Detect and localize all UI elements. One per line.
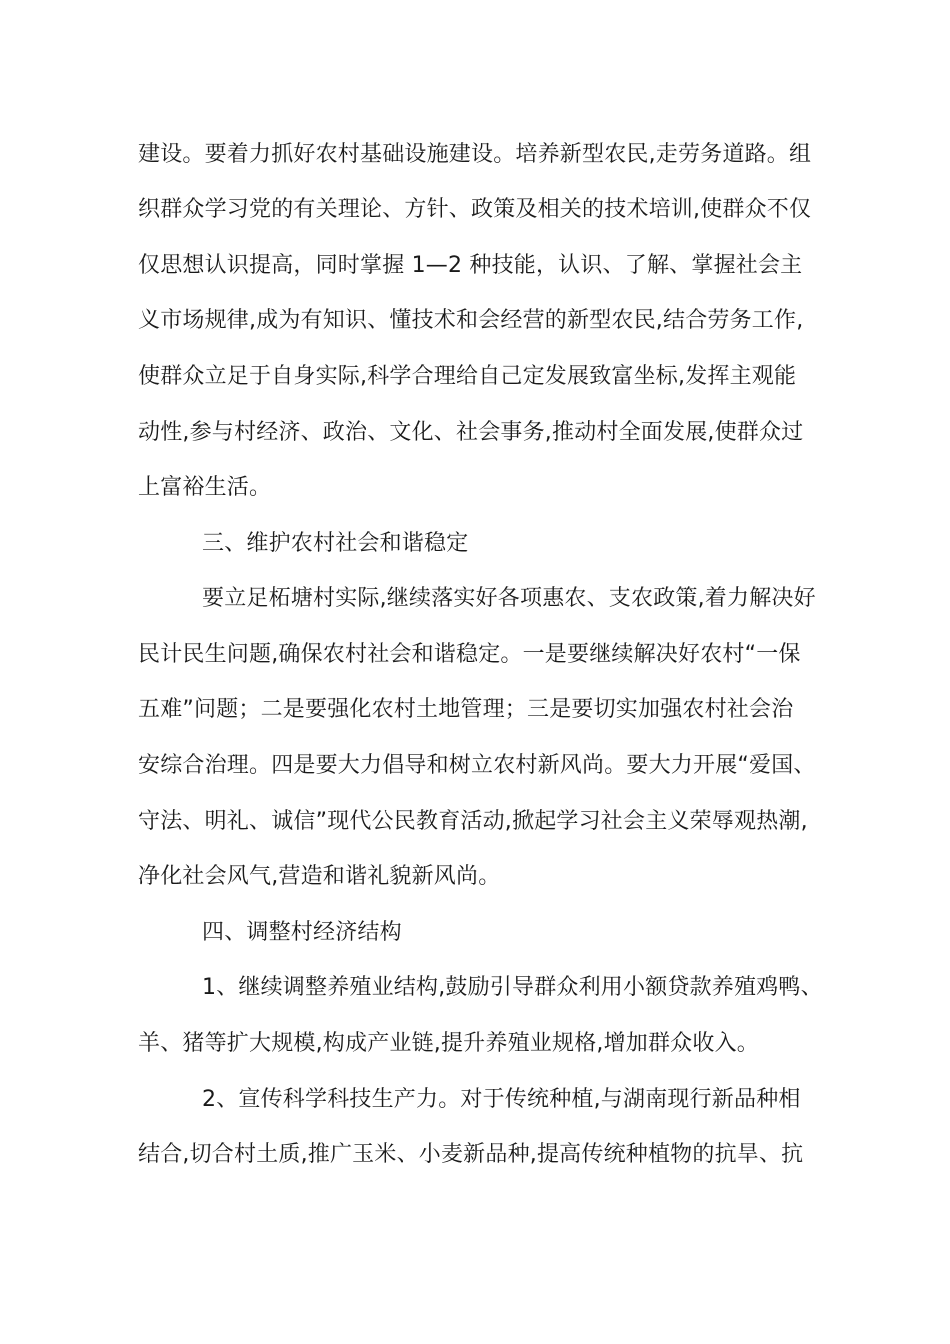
text-line: 2、宣传科学科技生产力。对于传统种植,与湖南现行新品种相: [202, 1087, 801, 1112]
text-line: 织群众学习党的有关理论、方针、政策及相关的技术培训,使群众不仅: [138, 197, 812, 222]
section-heading: 三、维护农村社会和谐稳定: [202, 531, 469, 556]
section-heading: 四、调整村经济结构: [202, 920, 402, 945]
text-line: 动性,参与村经济、政治、文化、社会事务,推动村全面发展,使群众过: [138, 420, 804, 445]
text-line: 仅思想认识提高，同时掌握 1—2 种技能，认识、了解、掌握社会主: [138, 253, 803, 278]
text-line: 五难”问题；二是要强化农村土地管理；三是要切实加强农村社会治: [138, 697, 794, 722]
text-line: 建设。要着力抓好农村基础设施建设。培养新型农民,走劳务道路。组: [138, 142, 812, 167]
text-line: 义市场规律,成为有知识、懂技术和会经营的新型农民,结合劳务工作,: [138, 308, 804, 333]
text-line: 民计民生问题,确保农村社会和谐稳定。一是要继续解决好农村“一保: [138, 642, 801, 667]
text-line: 使群众立足于自身实际,科学合理给自己定发展致富坐标,发挥主观能: [138, 364, 797, 389]
text-line: 要立足柘塘村实际,继续落实好各项惠农、支农政策,着力解决好: [202, 586, 816, 611]
text-line: 守法、明礼、诚信”现代公民教育活动,掀起学习社会主义荣辱观热潮,: [138, 809, 808, 834]
text-line: 羊、猪等扩大规模,构成产业链,提升养殖业规格,增加群众收入。: [138, 1031, 759, 1056]
text-line: 结合,切合村土质,推广玉米、小麦新品种,提高传统种植物的抗旱、抗: [138, 1142, 804, 1167]
text-line: 上富裕生活。: [138, 475, 272, 500]
text-line: 1、继续调整养殖业结构,鼓励引导群众利用小额贷款养殖鸡鸭、: [202, 975, 823, 1000]
text-line: 净化社会风气,营造和谐礼貌新风尚。: [138, 864, 501, 889]
text-line: 安综合治理。四是要大力倡导和树立农村新风尚。要大力开展“爱国、: [138, 753, 816, 778]
